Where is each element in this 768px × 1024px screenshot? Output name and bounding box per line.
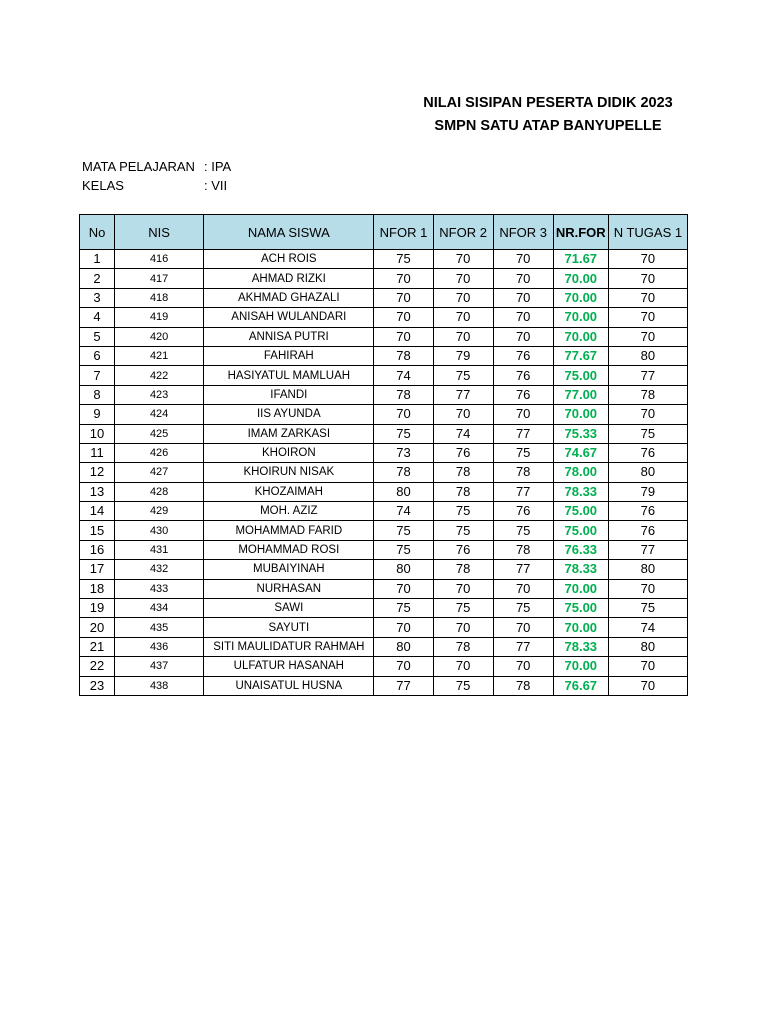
cell-nfor3: 70	[493, 579, 553, 598]
cell-ntugas1: 80	[608, 560, 687, 579]
meta-info	[82, 157, 231, 195]
cell-ntugas1: 74	[608, 618, 687, 637]
cell-nrfor: 74.67	[553, 443, 608, 462]
cell-ntugas1: 70	[608, 579, 687, 598]
cell-no: 1	[80, 250, 115, 269]
cell-nfor1: 80	[374, 560, 433, 579]
cell-nfor3: 76	[493, 502, 553, 521]
cell-nfor1: 78	[374, 346, 433, 365]
cell-nfor1: 70	[374, 618, 433, 637]
cell-nfor2: 70	[433, 308, 493, 327]
table-row	[80, 618, 688, 637]
header-nrfor: NR.FOR	[553, 215, 608, 250]
document-title	[280, 92, 768, 138]
cell-ntugas1: 70	[608, 269, 687, 288]
cell-nfor1: 70	[374, 269, 433, 288]
table-row	[80, 657, 688, 676]
table-row	[80, 443, 688, 462]
title-line-2: SMPN SATU ATAP BANYUPELLE	[434, 118, 662, 134]
cell-nfor1: 70	[374, 308, 433, 327]
cell-nfor2: 70	[433, 269, 493, 288]
cell-nfor2: 70	[433, 288, 493, 307]
cell-ntugas1: 70	[608, 405, 687, 424]
cell-ntugas1: 75	[608, 599, 687, 618]
header-nfor1: NFOR 1	[374, 215, 433, 250]
cell-nrfor: 70.00	[553, 657, 608, 676]
class-label: KELAS	[82, 178, 124, 193]
cell-nfor3: 70	[493, 327, 553, 346]
cell-ntugas1: 80	[608, 637, 687, 656]
cell-name: AHMAD RIZKI	[204, 269, 374, 288]
table-row	[80, 366, 688, 385]
cell-name: MOHAMMAD ROSI	[204, 540, 374, 559]
cell-ntugas1: 70	[608, 327, 687, 346]
cell-name: MOH. AZIZ	[204, 502, 374, 521]
header-name: NAMA SISWA	[204, 215, 374, 250]
cell-nfor3: 70	[493, 405, 553, 424]
subject-row	[82, 157, 231, 176]
cell-nfor2: 75	[433, 599, 493, 618]
cell-nfor2: 74	[433, 424, 493, 443]
cell-nrfor: 76.67	[553, 676, 608, 695]
cell-no: 21	[80, 637, 115, 656]
table-row	[80, 599, 688, 618]
cell-nfor3: 70	[493, 657, 553, 676]
cell-no: 2	[80, 269, 115, 288]
cell-nfor1: 78	[374, 385, 433, 404]
cell-no: 22	[80, 657, 115, 676]
cell-nrfor: 75.00	[553, 521, 608, 540]
cell-no: 14	[80, 502, 115, 521]
cell-nrfor: 77.67	[553, 346, 608, 365]
subject-label: MATA PELAJARAN	[82, 159, 195, 174]
cell-no: 8	[80, 385, 115, 404]
cell-nfor3: 76	[493, 346, 553, 365]
cell-name: IFANDI	[204, 385, 374, 404]
cell-ntugas1: 77	[608, 540, 687, 559]
cell-nfor1: 73	[374, 443, 433, 462]
table-row	[80, 346, 688, 365]
cell-nfor1: 75	[374, 250, 433, 269]
cell-nfor3: 76	[493, 366, 553, 385]
cell-nis: 433	[115, 579, 204, 598]
cell-nfor2: 70	[433, 579, 493, 598]
cell-ntugas1: 76	[608, 521, 687, 540]
table-row	[80, 385, 688, 404]
cell-nfor2: 77	[433, 385, 493, 404]
cell-nrfor: 75.00	[553, 599, 608, 618]
cell-name: FAHIRAH	[204, 346, 374, 365]
cell-ntugas1: 78	[608, 385, 687, 404]
cell-nfor1: 75	[374, 599, 433, 618]
cell-ntugas1: 70	[608, 250, 687, 269]
cell-nis: 426	[115, 443, 204, 462]
cell-name: HASIYATUL MAMLUAH	[204, 366, 374, 385]
cell-nfor3: 77	[493, 560, 553, 579]
cell-nfor2: 76	[433, 540, 493, 559]
cell-name: SITI MAULIDATUR RAHMAH	[204, 637, 374, 656]
table-row	[80, 560, 688, 579]
table-body	[80, 250, 688, 696]
cell-no: 23	[80, 676, 115, 695]
cell-name: KHOZAIMAH	[204, 482, 374, 501]
cell-no: 7	[80, 366, 115, 385]
cell-nfor2: 70	[433, 405, 493, 424]
cell-name: UNAISATUL HUSNA	[204, 676, 374, 695]
table-row	[80, 482, 688, 501]
cell-name: SAYUTI	[204, 618, 374, 637]
cell-nrfor: 70.00	[553, 308, 608, 327]
cell-nis: 434	[115, 599, 204, 618]
cell-ntugas1: 70	[608, 288, 687, 307]
cell-nfor1: 78	[374, 463, 433, 482]
cell-name: NURHASAN	[204, 579, 374, 598]
cell-nis: 435	[115, 618, 204, 637]
title-line-1: NILAI SISIPAN PESERTA DIDIK 2023	[423, 95, 673, 111]
cell-ntugas1: 80	[608, 346, 687, 365]
cell-nfor2: 76	[433, 443, 493, 462]
header-nis: NIS	[115, 215, 204, 250]
cell-nfor3: 77	[493, 424, 553, 443]
cell-nfor2: 75	[433, 502, 493, 521]
cell-nfor1: 80	[374, 637, 433, 656]
cell-name: SAWI	[204, 599, 374, 618]
cell-nfor3: 77	[493, 637, 553, 656]
table-row	[80, 579, 688, 598]
cell-nis: 423	[115, 385, 204, 404]
cell-nfor3: 77	[493, 482, 553, 501]
cell-nis: 437	[115, 657, 204, 676]
table-row	[80, 637, 688, 656]
cell-ntugas1: 80	[608, 463, 687, 482]
cell-nfor3: 70	[493, 269, 553, 288]
cell-nfor2: 70	[433, 327, 493, 346]
cell-nfor2: 78	[433, 637, 493, 656]
cell-nfor3: 78	[493, 676, 553, 695]
cell-ntugas1: 77	[608, 366, 687, 385]
cell-nis: 425	[115, 424, 204, 443]
table-row	[80, 327, 688, 346]
grades-table	[79, 214, 688, 696]
cell-nis: 432	[115, 560, 204, 579]
table-row	[80, 405, 688, 424]
cell-ntugas1: 76	[608, 443, 687, 462]
cell-name: IMAM ZARKASI	[204, 424, 374, 443]
cell-no: 3	[80, 288, 115, 307]
table-row	[80, 269, 688, 288]
class-row	[82, 176, 231, 195]
cell-nrfor: 78.33	[553, 482, 608, 501]
table-header-row	[80, 215, 688, 250]
cell-nfor2: 78	[433, 560, 493, 579]
cell-nfor1: 80	[374, 482, 433, 501]
cell-nfor1: 70	[374, 288, 433, 307]
table-row	[80, 521, 688, 540]
cell-name: KHOIRON	[204, 443, 374, 462]
cell-no: 9	[80, 405, 115, 424]
cell-nfor3: 70	[493, 250, 553, 269]
cell-nfor1: 70	[374, 657, 433, 676]
cell-nfor3: 76	[493, 385, 553, 404]
header-nfor2: NFOR 2	[433, 215, 493, 250]
table-row	[80, 463, 688, 482]
cell-ntugas1: 70	[608, 308, 687, 327]
cell-no: 15	[80, 521, 115, 540]
cell-ntugas1: 70	[608, 657, 687, 676]
cell-nis: 429	[115, 502, 204, 521]
cell-no: 6	[80, 346, 115, 365]
cell-nis: 438	[115, 676, 204, 695]
cell-no: 16	[80, 540, 115, 559]
cell-nis: 428	[115, 482, 204, 501]
header-ntugas1: N TUGAS 1	[608, 215, 687, 250]
cell-nrfor: 78.33	[553, 560, 608, 579]
cell-nfor2: 75	[433, 676, 493, 695]
cell-no: 18	[80, 579, 115, 598]
table-row	[80, 424, 688, 443]
cell-nfor2: 70	[433, 657, 493, 676]
cell-nfor3: 75	[493, 599, 553, 618]
cell-nrfor: 78.00	[553, 463, 608, 482]
cell-no: 20	[80, 618, 115, 637]
cell-nis: 431	[115, 540, 204, 559]
cell-nfor3: 70	[493, 288, 553, 307]
cell-nrfor: 71.67	[553, 250, 608, 269]
cell-no: 12	[80, 463, 115, 482]
cell-no: 10	[80, 424, 115, 443]
cell-no: 17	[80, 560, 115, 579]
cell-nfor2: 78	[433, 482, 493, 501]
cell-nfor2: 75	[433, 366, 493, 385]
cell-ntugas1: 76	[608, 502, 687, 521]
table-row	[80, 250, 688, 269]
table-row	[80, 676, 688, 695]
cell-name: MUBAIYINAH	[204, 560, 374, 579]
cell-name: IIS AYUNDA	[204, 405, 374, 424]
cell-nfor1: 75	[374, 540, 433, 559]
cell-nis: 417	[115, 269, 204, 288]
table-row	[80, 540, 688, 559]
cell-nis: 430	[115, 521, 204, 540]
cell-nis: 427	[115, 463, 204, 482]
cell-nfor1: 75	[374, 424, 433, 443]
class-value: : VII	[204, 178, 228, 193]
cell-nis: 421	[115, 346, 204, 365]
cell-nrfor: 78.33	[553, 637, 608, 656]
cell-no: 13	[80, 482, 115, 501]
cell-nis: 419	[115, 308, 204, 327]
cell-name: KHOIRUN NISAK	[204, 463, 374, 482]
cell-name: ACH ROIS	[204, 250, 374, 269]
cell-no: 11	[80, 443, 115, 462]
cell-nfor2: 78	[433, 463, 493, 482]
cell-nfor1: 70	[374, 327, 433, 346]
cell-nfor1: 70	[374, 579, 433, 598]
cell-nrfor: 70.00	[553, 618, 608, 637]
cell-nrfor: 70.00	[553, 327, 608, 346]
cell-ntugas1: 75	[608, 424, 687, 443]
cell-nfor3: 70	[493, 308, 553, 327]
cell-nis: 416	[115, 250, 204, 269]
cell-nfor2: 70	[433, 618, 493, 637]
cell-no: 4	[80, 308, 115, 327]
cell-nfor3: 78	[493, 463, 553, 482]
cell-name: AKHMAD GHAZALI	[204, 288, 374, 307]
cell-nrfor: 76.33	[553, 540, 608, 559]
cell-nrfor: 75.00	[553, 502, 608, 521]
cell-nfor2: 75	[433, 521, 493, 540]
cell-nrfor: 77.00	[553, 385, 608, 404]
cell-nfor1: 75	[374, 521, 433, 540]
cell-no: 5	[80, 327, 115, 346]
cell-nfor2: 79	[433, 346, 493, 365]
subject-value: : IPA	[204, 159, 232, 174]
header-no: No	[80, 215, 115, 250]
cell-nrfor: 75.33	[553, 424, 608, 443]
cell-ntugas1: 79	[608, 482, 687, 501]
table-row	[80, 308, 688, 327]
cell-nis: 436	[115, 637, 204, 656]
cell-name: ANISAH WULANDARI	[204, 308, 374, 327]
cell-nis: 418	[115, 288, 204, 307]
cell-nfor3: 75	[493, 521, 553, 540]
cell-nis: 424	[115, 405, 204, 424]
cell-nfor1: 77	[374, 676, 433, 695]
cell-nis: 420	[115, 327, 204, 346]
cell-nrfor: 70.00	[553, 405, 608, 424]
cell-nfor1: 70	[374, 405, 433, 424]
cell-nrfor: 70.00	[553, 579, 608, 598]
header-nfor3: NFOR 3	[493, 215, 553, 250]
cell-nfor3: 75	[493, 443, 553, 462]
table-row	[80, 502, 688, 521]
cell-nrfor: 70.00	[553, 288, 608, 307]
cell-nfor3: 78	[493, 540, 553, 559]
cell-ntugas1: 70	[608, 676, 687, 695]
cell-nfor3: 70	[493, 618, 553, 637]
cell-nrfor: 70.00	[553, 269, 608, 288]
cell-nfor1: 74	[374, 366, 433, 385]
cell-nrfor: 75.00	[553, 366, 608, 385]
cell-name: ULFATUR HASANAH	[204, 657, 374, 676]
cell-nfor1: 74	[374, 502, 433, 521]
table-row	[80, 288, 688, 307]
cell-name: ANNISA PUTRI	[204, 327, 374, 346]
cell-no: 19	[80, 599, 115, 618]
cell-nfor2: 70	[433, 250, 493, 269]
cell-name: MOHAMMAD FARID	[204, 521, 374, 540]
cell-nis: 422	[115, 366, 204, 385]
